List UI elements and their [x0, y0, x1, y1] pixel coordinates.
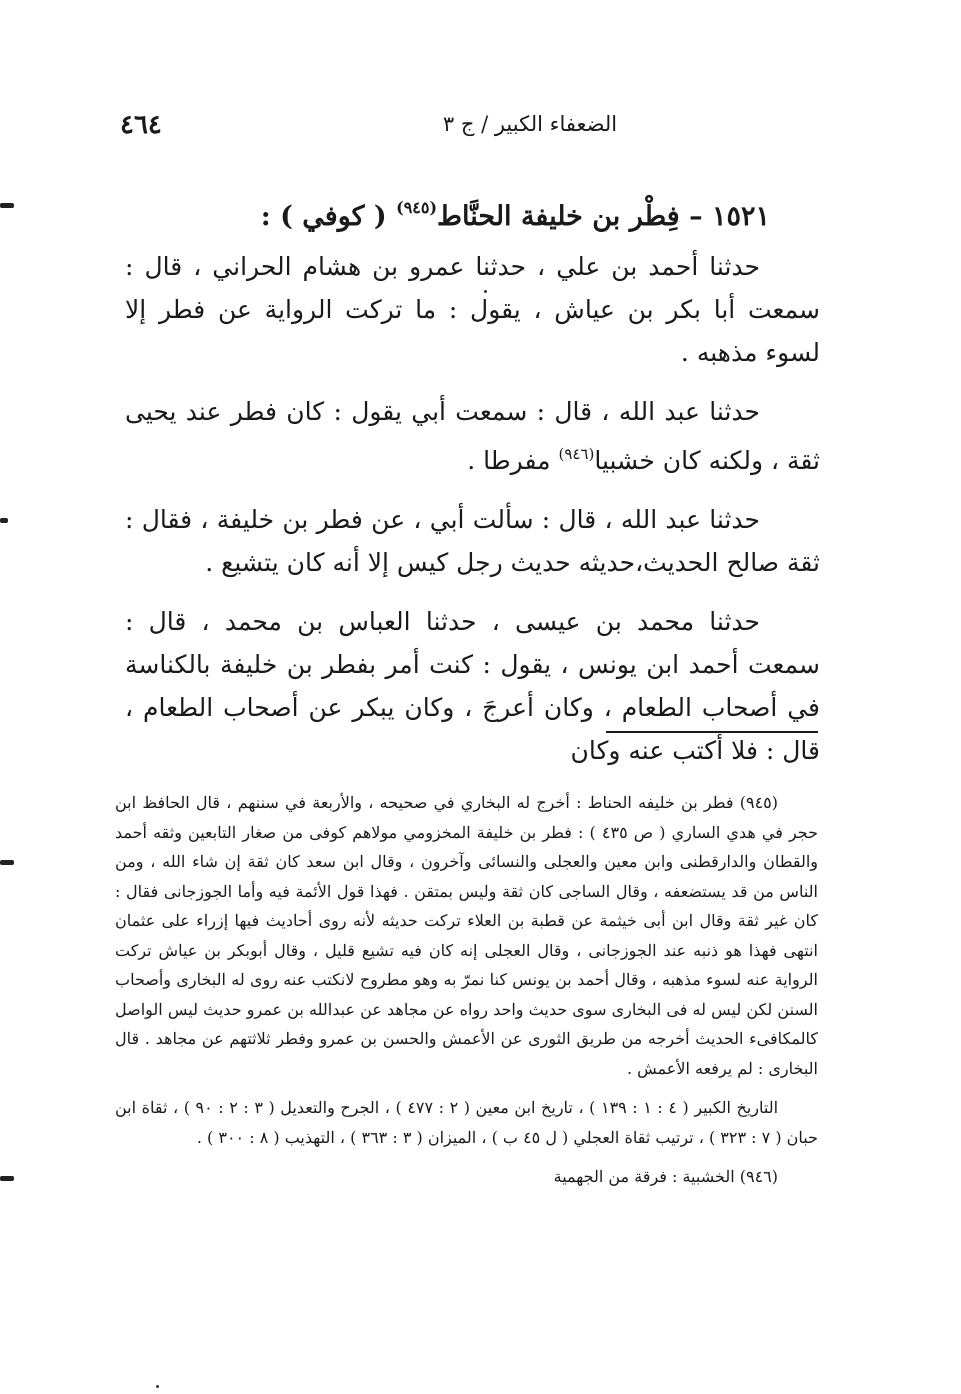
narration-paragraph-3: حدثنا عبد الله ، قال : سألت أبي ، عن فطر بن خليفة ، فقال : ثقة صالح الحديث،حديثه حديث رجل كيس إلا أنه كان يتشيع . [125, 505, 820, 577]
footnote-ref-946: (٩٤٦) [558, 445, 595, 463]
narration-paragraph-4: حدثنا محمد بن عيسى ، حدثنا العباس بن محمد ، قال : سمعت أحمد ابن يونس ، يقول : كنت أمر بفطر بن خليفة بالكناسة في أصحاب الطعام ، وكان أعرجَ ، وكان يبكر عن أصحاب الطعام ، قال : فلا أكتب عنه وكان [125, 607, 820, 765]
running-header [120, 110, 820, 150]
footnotes [115, 788, 818, 1202]
footnote-946: (٩٤٦) الخشبية : فرقة من الجهمية [553, 1167, 778, 1186]
main-text [125, 245, 820, 788]
entry-heading-text: ١٥٢١ – فِطْر بن خليفة الحنَّاط [437, 201, 770, 232]
scan-edge-mark [0, 203, 14, 208]
narration-paragraph-2-text: حدثنا عبد الله ، قال : سمعت أبي يقول : كان فطر عند يحيى ثقة ، ولكنه كان خشبيا [125, 397, 820, 475]
footnote-ref-945: (٩٤٥) [396, 198, 438, 217]
entry-heading [260, 180, 770, 245]
scan-edge-mark [0, 518, 8, 523]
running-title: الضعفاء الكبير / ج ٣ [442, 112, 618, 136]
footnote-references: التاريخ الكبير ( ٤ : ١ : ١٣٩ ) ، تاريخ ابن معين ( ٢ : ٤٧٧ ) ، الجرح والتعديل ( ٣ : ٢ : ٩٠ ) ، ثقاة ابن حبان ( ٧ : ٣٢٣ ) ، ترتيب ثقاة العجلي ( ل ٤٥ ب ) ، الميزان ( ٣ : ٣٦٣ ) ، التهذيب ( ٨ : ٣٠٠ ) . [115, 1098, 818, 1147]
narration-paragraph-2-end: مفرطا . [467, 446, 559, 475]
narration-paragraph-1: حدثنا أحمد بن علي ، حدثنا عمرو بن هشام الحراني ، قال : سمعت أبا بكر بن عياش ، يقول : ما تركت الرواية عن فطر إلا لسوء مذهبه . [125, 252, 820, 367]
footnote-945: (٩٤٥) فطر بن خليفه الحناط : أخرج له البخاري في صحيحه ، والأربعة في سننهم ، قال الحافظ ابن حجر في هدي الساري ( ص ٤٣٥ ) : فطر بن خليفة المخزومي مولاهم كوفى من صغار التابعين وثقه أحمد والقطان والدارقطنى وابن معين والعجلى والنسائى وآخرون ، وقال ابن سعد كان ثقة إن شاء الله ، ومن الناس من قد يستضعفه ، وقال الساجى كان ثقة وليس بمتقن . فهذا قول الأئمة فيه وأما الجوزجانى فقال : كان غير ثقة وقال ابن أبى خيثمة عن قطبة بن العلاء تركت حديثه لأنه روى أحاديث فيها إزراء على عثمان انتهى فهذا هو ذنبه عند الجوزجانى ، وقال العجلى إنه كان فيه تشيع قليل ، وقال أبوبكر بن عياش تركت الرواية عنه لسوء مذهبه ، وقال أحمد بن يونس كنا نمرّ به وهو مطروح لانكتب عنه روى له البخارى وأصحاب السنن لكن ليس له فى البخارى سوى حديث واحد رواه عن مجاهد عن عبدالله بن عمرو حديث ليس الواصل كالمكافىء الحديث أخرجه من طريق الثورى عن الأعمش والحسن بن عمرو وفطر ثلاثتهم عن مجاهد . قال البخارى : لم يرفعه الأعمش . [115, 793, 818, 1078]
scan-edge-mark [0, 1176, 14, 1181]
scan-speck [156, 1385, 159, 1388]
entry-heading-origin: ( كوفي ) : [260, 201, 397, 232]
page-number: ٤٦٤ [120, 110, 162, 140]
narration-paragraph-2 [125, 390, 820, 482]
footnote-separator [606, 731, 818, 733]
scan-edge-mark [0, 860, 14, 865]
